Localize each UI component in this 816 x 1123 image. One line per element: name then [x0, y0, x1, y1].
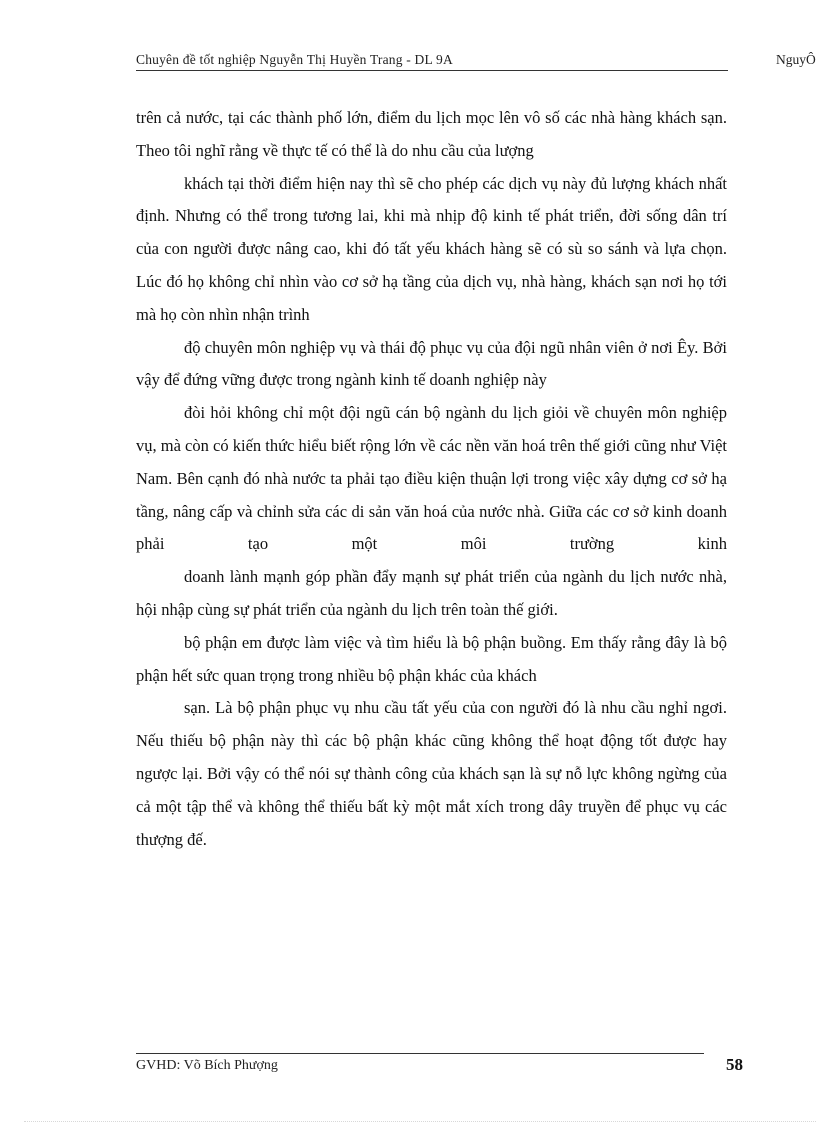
paragraph-6: bộ phận em được làm việc và tìm hiểu là bộ phận buồng. Em thấy rằng đây là bộ phận hết sức quan trọng trong nhiều bộ phận khác của khách	[136, 632, 727, 685]
paragraph-1: trên cả nước, tại các thành phố lớn, điểm du lịch mọc lên vô số các nhà hàng khách sạn. Theo tôi nghĩ rằng về thực tế có thể là do nhu cầu của lượng	[136, 108, 727, 160]
paragraph-4: đòi hỏi không chỉ một đội ngũ cán bộ ngành du lịch giỏi về chuyên môn nghiệp vụ, mà còn có kiến thức hiểu biết rộng lớn về các nền văn hoá trên thế giới cũng như Việt Nam. Bên cạnh đó nhà nước ta phải tạo điều kiện thuận lợi trong việc xây dựng cơ sở hạ tầng, nâng cấp và chỉnh sửa các di sản văn hoá của nước nhà. Giữa các cơ sở kinh doanh phải tạo một môi trường kinh	[136, 403, 727, 554]
page-header	[136, 52, 728, 71]
footer-supervisor: GVHD: Võ Bích Phượng	[136, 1058, 278, 1073]
page-bottom-divider	[24, 1121, 816, 1122]
page-number: 58	[726, 1055, 743, 1074]
paragraph-5: doanh lành mạnh góp phần đẩy mạnh sự phát triển của ngành du lịch nước nhà, hội nhập cùng sự phát triển của ngành du lịch trên toàn thế giới.	[136, 567, 727, 619]
document-body	[136, 102, 727, 856]
header-title: Chuyên đề tốt nghiệp Nguyễn Thị Huyền Trang - DL 9A	[136, 52, 453, 67]
header-right-text: NguyÔ	[776, 52, 816, 67]
footer-divider	[136, 1053, 704, 1054]
paragraph-7: sạn. Là bộ phận phục vụ nhu cầu tất yếu của con người đó là nhu cầu nghỉ ngơi. Nếu thiếu bộ phận này thì các bộ phận khác cũng không thể hoạt động tốt được hay ngược lại. Bởi vậy có thể nói sự thành công của khách sạn là sự nỗ lực không ngừng của cả một tập thể và không thể thiếu bất kỳ một mắt xích trong dây truyền để phục vụ các thượng đế.	[136, 698, 727, 849]
paragraph-3: độ chuyên môn nghiệp vụ và thái độ phục vụ của đội ngũ nhân viên ở nơi Êy. Bởi vậy để đứng vững được trong ngành kinh tế doanh nghiệp này	[136, 337, 727, 390]
paragraph-2: khách tại thời điểm hiện nay thì sẽ cho phép các dịch vụ này đủ lượng khách nhất định. Nhưng có thể trong tương lai, khi mà nhịp độ kinh tế phát triển, đời sống dân trí của con người được nâng cao, khi đó tất yếu khách hàng sẽ có sù so sánh và lựa chọn. Lúc đó họ không chỉ nhìn vào cơ sở hạ tầng của dịch vụ, nhà hàng, khách sạn nơi họ tới mà họ còn nhìn nhận trình	[136, 173, 727, 324]
